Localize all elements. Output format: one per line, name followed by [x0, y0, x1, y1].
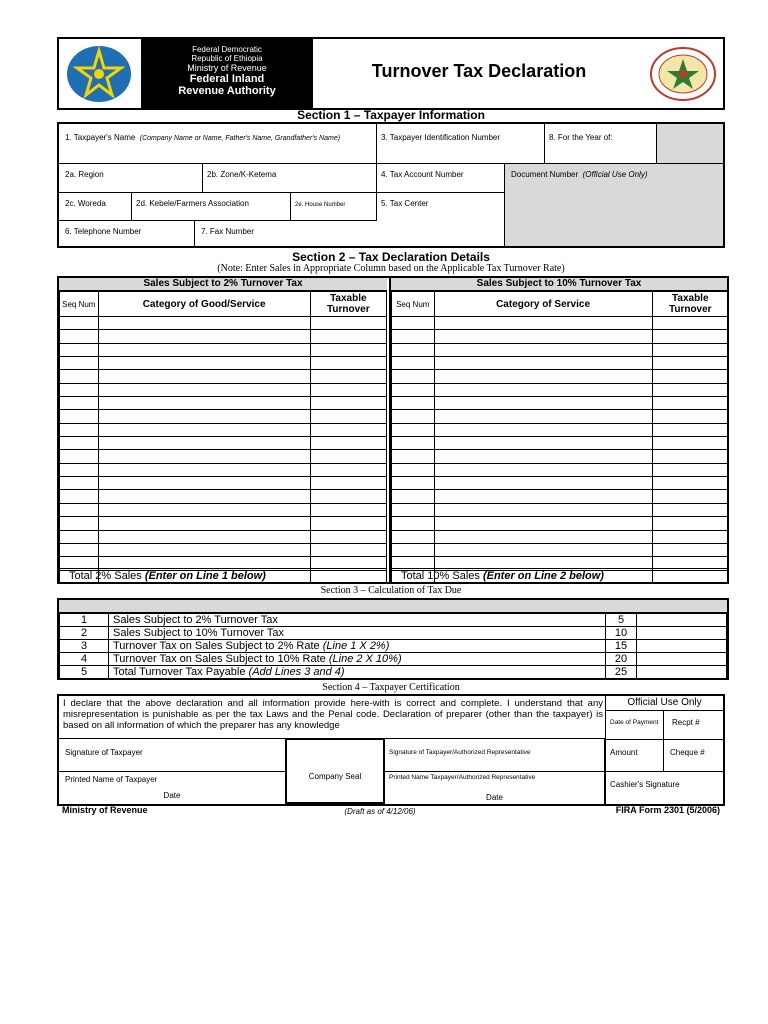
tax-center-label: 5. Tax Center	[381, 199, 429, 208]
category-cell[interactable]	[98, 490, 310, 503]
company-seal-box	[285, 738, 385, 804]
taxable-turnover-header: Taxable Turnover	[652, 292, 728, 317]
category-cell[interactable]	[98, 343, 310, 356]
turnover-cell[interactable]	[652, 517, 728, 530]
official-use-title: Official Use Only	[606, 696, 723, 711]
receipt-cell[interactable]	[664, 710, 724, 740]
table-row	[60, 490, 387, 503]
agency-line-1: Federal Democratic	[192, 45, 262, 54]
taxpayer-name-label: 1. Taxpayer's Name	[65, 133, 136, 142]
category-goods-header: Category of Good/Service	[98, 292, 310, 317]
sales-10pct-panel	[389, 278, 727, 582]
taxable-turnover-header: Taxable Turnover	[310, 292, 386, 317]
line-description	[109, 666, 606, 679]
seq-cell[interactable]	[392, 477, 435, 490]
cheque-label: Cheque #	[670, 748, 705, 757]
seq-cell[interactable]	[60, 343, 99, 356]
calc-row	[60, 666, 727, 679]
date-of-payment-cell[interactable]	[606, 710, 664, 740]
table-row	[60, 383, 387, 396]
category-cell[interactable]	[98, 397, 310, 410]
agency-line-2: Republic of Ethiopia	[191, 54, 263, 63]
line-amount-field[interactable]	[637, 640, 727, 653]
turnover-cell[interactable]	[310, 517, 386, 530]
turnover-cell[interactable]	[652, 397, 728, 410]
year-field[interactable]	[545, 124, 657, 164]
seq-cell[interactable]	[60, 530, 99, 543]
tax-center-field[interactable]	[377, 193, 505, 246]
zone-field[interactable]	[203, 164, 377, 193]
seq-cell[interactable]	[392, 517, 435, 530]
category-cell[interactable]	[434, 503, 652, 516]
turnover-cell[interactable]	[652, 330, 728, 343]
turnover-cell[interactable]	[310, 543, 386, 556]
taxpayer-name-field[interactable]	[59, 124, 377, 164]
table-row	[60, 423, 387, 436]
line-code: 15	[606, 640, 637, 653]
agency-line-5: Revenue Authority	[178, 85, 276, 97]
declaration-text: I declare that the above declaration and all information provide here-with is correct and complete. I understand that any misrepresentation is punishable as per the tax Laws and the Penal code. Declaration of preparer (other than the taxpayer) is based on all information of which the preparer has any knowledge	[63, 698, 603, 731]
turnover-cell[interactable]	[310, 463, 386, 476]
line-code: 25	[606, 666, 637, 679]
footer-center: (Draft as of 4/12/06)	[344, 807, 416, 816]
table-row	[392, 343, 729, 356]
seq-cell[interactable]	[392, 410, 435, 423]
category-cell[interactable]	[434, 330, 652, 343]
seq-cell[interactable]	[392, 357, 435, 370]
line-code: 5	[606, 614, 637, 627]
line-description	[109, 653, 606, 666]
line-amount-field[interactable]	[637, 627, 727, 640]
category-cell[interactable]	[98, 317, 310, 330]
seq-cell[interactable]	[60, 503, 99, 516]
seq-cell[interactable]	[60, 317, 99, 330]
turnover-cell[interactable]	[652, 437, 728, 450]
seq-cell[interactable]	[60, 410, 99, 423]
line-amount-field[interactable]	[637, 653, 727, 666]
section3-title: Section 3 – Calculation of Tax Due	[320, 585, 462, 596]
turnover-cell[interactable]	[652, 543, 728, 556]
turnover-cell[interactable]	[652, 423, 728, 436]
sales-10pct-table	[391, 291, 729, 584]
table-row	[392, 530, 729, 543]
line-code: 10	[606, 627, 637, 640]
section2-note: (Note: Enter Sales in Appropriate Column based on the Applicable Tax Turnover Rate)	[217, 263, 565, 274]
table-row	[392, 503, 729, 516]
tax-account-label: 4. Tax Account Number	[381, 170, 464, 179]
seq-cell[interactable]	[60, 357, 99, 370]
seq-cell[interactable]	[392, 530, 435, 543]
category-cell[interactable]	[434, 477, 652, 490]
turnover-cell[interactable]	[310, 330, 386, 343]
taxpayer-name-hint: (Company Name or Name, Father's Name, Grandfather's Name)	[139, 135, 341, 142]
turnover-cell[interactable]	[310, 383, 386, 396]
line-amount-field[interactable]	[637, 614, 727, 627]
rep-date-label: Date	[486, 793, 503, 802]
seq-cell[interactable]	[392, 423, 435, 436]
turnover-cell[interactable]	[310, 370, 386, 383]
table-row	[392, 383, 729, 396]
category-cell[interactable]	[98, 543, 310, 556]
fax-field[interactable]	[195, 221, 377, 246]
document-number-label: Document Number	[511, 170, 579, 179]
form-title: Turnover Tax Declaration	[371, 61, 587, 81]
line-text: Sales Subject to 10% Turnover Tax	[113, 627, 285, 639]
turnover-cell[interactable]	[310, 477, 386, 490]
line-description	[109, 640, 606, 653]
calc-row	[60, 627, 727, 640]
woreda-field[interactable]	[59, 193, 132, 221]
turnover-cell[interactable]	[310, 357, 386, 370]
category-cell[interactable]	[98, 463, 310, 476]
table-row	[392, 477, 729, 490]
table-row	[392, 463, 729, 476]
line-code: 20	[606, 653, 637, 666]
line-amount-field[interactable]	[637, 666, 727, 679]
amount-cell[interactable]	[606, 740, 664, 772]
tin-field[interactable]	[377, 124, 545, 164]
category-cell[interactable]	[98, 370, 310, 383]
category-cell[interactable]	[434, 423, 652, 436]
turnover-cell[interactable]	[310, 397, 386, 410]
seq-cell[interactable]	[60, 543, 99, 556]
total-2pct-label: Total 2% Sales	[69, 570, 142, 582]
seq-cell[interactable]	[392, 317, 435, 330]
table-row	[392, 330, 729, 343]
amount-label: Amount	[610, 748, 638, 757]
turnover-cell[interactable]	[652, 343, 728, 356]
seq-cell[interactable]	[392, 450, 435, 463]
category-cell[interactable]	[98, 503, 310, 516]
table-row	[392, 517, 729, 530]
document-number-hint: (Official Use Only)	[582, 170, 648, 179]
line-description	[109, 614, 606, 627]
official-use-panel	[605, 696, 723, 804]
table-row	[60, 343, 387, 356]
table-row	[60, 543, 387, 556]
date-of-payment-label: Date of Payment	[610, 719, 659, 726]
calc-row	[60, 653, 727, 666]
line-text: Turnover Tax on Sales Subject to 2% Rate	[113, 640, 320, 652]
table-row	[60, 330, 387, 343]
ethiopia-emblem-logo	[63, 43, 135, 105]
turnover-cell[interactable]	[652, 450, 728, 463]
section4-title: Section 4 – Taxpayer Certification	[322, 682, 460, 693]
turnover-cell[interactable]	[652, 490, 728, 503]
table-row	[392, 437, 729, 450]
calc-row	[60, 640, 727, 653]
line-text: Sales Subject to 2% Turnover Tax	[113, 614, 278, 626]
house-number-label: 2e. House Number	[295, 202, 346, 208]
seq-cell[interactable]	[392, 543, 435, 556]
revenue-authority-seal-logo	[647, 45, 719, 103]
category-cell[interactable]	[434, 317, 652, 330]
category-cell[interactable]	[98, 530, 310, 543]
category-cell[interactable]	[434, 517, 652, 530]
table-row	[392, 397, 729, 410]
table-row	[60, 450, 387, 463]
table-row	[60, 517, 387, 530]
turnover-cell[interactable]	[652, 383, 728, 396]
sales-2pct-title: Sales Subject to 2% Turnover Tax	[59, 278, 387, 291]
signature-taxpayer-label: Signature of Taxpayer	[65, 748, 143, 757]
category-cell[interactable]	[98, 383, 310, 396]
region-field[interactable]	[59, 164, 203, 193]
table-row	[60, 437, 387, 450]
line-hint: (Line 1 X 2%)	[322, 640, 390, 652]
table-row	[392, 450, 729, 463]
seq-cell[interactable]	[392, 343, 435, 356]
category-cell[interactable]	[434, 437, 652, 450]
year-label: 8. For the Year of:	[549, 133, 613, 142]
section1-title: Section 1 – Taxpayer Information	[297, 108, 485, 122]
seq-cell[interactable]	[392, 503, 435, 516]
seq-cell[interactable]	[60, 490, 99, 503]
signature-taxpayer-field[interactable]	[59, 738, 285, 772]
category-cell[interactable]	[98, 410, 310, 423]
table-row	[60, 357, 387, 370]
table-row	[392, 423, 729, 436]
seq-cell[interactable]	[60, 450, 99, 463]
tin-label: 3. Taxpayer Identification Number	[381, 133, 501, 142]
seq-cell[interactable]	[60, 397, 99, 410]
line-number: 4	[60, 653, 109, 666]
fax-label: 7. Fax Number	[201, 227, 254, 236]
agency-line-4: Federal Inland	[189, 73, 265, 85]
category-cell[interactable]	[434, 357, 652, 370]
document-number-box	[505, 164, 723, 246]
turnover-cell[interactable]	[310, 490, 386, 503]
sales-2pct-table	[59, 291, 387, 584]
seq-cell[interactable]	[392, 397, 435, 410]
telephone-field[interactable]	[59, 221, 195, 246]
telephone-label: 6. Telephone Number	[65, 227, 142, 236]
receipt-label: Recpt #	[672, 718, 700, 727]
turnover-cell[interactable]	[652, 317, 728, 330]
section1-box	[57, 122, 725, 248]
table-row	[60, 317, 387, 330]
line-text: Total Turnover Tax Payable	[113, 666, 246, 678]
cheque-cell[interactable]	[664, 740, 724, 772]
table-row	[392, 543, 729, 556]
category-cell[interactable]	[434, 490, 652, 503]
total-2pct-hint: (Enter on Line 1 below)	[144, 570, 266, 582]
total-10pct-row	[391, 568, 727, 582]
table-row	[60, 530, 387, 543]
category-cell[interactable]	[434, 543, 652, 556]
table-row	[60, 410, 387, 423]
turnover-cell[interactable]	[652, 477, 728, 490]
seq-cell[interactable]	[392, 437, 435, 450]
section4-box	[57, 694, 725, 806]
taxpayer-date-label: Date	[163, 791, 181, 800]
printed-rep-label: Printed Name Taxpayer/Authorized Representative	[389, 774, 536, 781]
form-header	[57, 37, 725, 110]
seq-cell[interactable]	[392, 383, 435, 396]
footer-left: Ministry of Revenue	[62, 805, 148, 815]
turnover-cell[interactable]	[652, 503, 728, 516]
category-service-header: Category of Service	[434, 292, 652, 317]
category-cell[interactable]	[434, 530, 652, 543]
category-cell[interactable]	[98, 423, 310, 436]
printed-taxpayer-label: Printed Name of Taxpayer	[65, 775, 158, 784]
printed-rep-field[interactable]	[385, 772, 605, 804]
table-row	[60, 503, 387, 516]
zone-label: 2b. Zone/K-Ketema	[207, 170, 277, 179]
footer-right: FIRA Form 2301 (5/2006)	[615, 805, 720, 815]
turnover-cell[interactable]	[652, 370, 728, 383]
agency-block	[141, 39, 313, 108]
woreda-label: 2c. Woreda	[65, 199, 106, 208]
turnover-cell[interactable]	[310, 530, 386, 543]
year-official-box	[657, 124, 723, 164]
seq-cell[interactable]	[60, 463, 99, 476]
turnover-cell[interactable]	[310, 343, 386, 356]
house-number-field[interactable]	[291, 193, 377, 221]
category-cell[interactable]	[434, 343, 652, 356]
turnover-cell[interactable]	[310, 437, 386, 450]
tax-account-field[interactable]	[377, 164, 505, 193]
table-row	[392, 317, 729, 330]
total-10pct-hint: (Enter on Line 2 below)	[482, 570, 604, 582]
seq-cell[interactable]	[60, 477, 99, 490]
sales-2pct-panel	[59, 278, 387, 582]
line-number: 5	[60, 666, 109, 679]
total-2pct-row	[59, 568, 387, 582]
category-cell[interactable]	[434, 370, 652, 383]
turnover-cell[interactable]	[310, 450, 386, 463]
line-number: 1	[60, 614, 109, 627]
table-row	[60, 370, 387, 383]
seq-cell[interactable]	[392, 463, 435, 476]
cashier-signature-cell[interactable]	[606, 772, 724, 804]
seq-cell[interactable]	[392, 490, 435, 503]
turnover-cell[interactable]	[652, 530, 728, 543]
section3-box	[57, 598, 729, 680]
table-row	[392, 490, 729, 503]
line-number: 2	[60, 627, 109, 640]
line-number: 3	[60, 640, 109, 653]
category-cell[interactable]	[434, 450, 652, 463]
cashier-signature-label: Cashier's Signature	[610, 780, 680, 789]
seq-cell[interactable]	[60, 423, 99, 436]
table-row	[392, 370, 729, 383]
sales-10pct-title: Sales Subject to 10% Turnover Tax	[391, 278, 727, 291]
table-row	[60, 463, 387, 476]
turnover-cell[interactable]	[310, 410, 386, 423]
category-cell[interactable]	[98, 330, 310, 343]
category-cell[interactable]	[98, 450, 310, 463]
signature-rep-label: Signature of Taxpayer/Authorized Representative	[389, 749, 531, 756]
section3-header-band	[59, 600, 727, 613]
seq-cell[interactable]	[60, 330, 99, 343]
category-cell[interactable]	[98, 437, 310, 450]
tax-calculation-table	[59, 613, 727, 679]
turnover-cell[interactable]	[652, 463, 728, 476]
turnover-cell[interactable]	[652, 357, 728, 370]
company-seal-label: Company Seal	[308, 772, 362, 781]
seq-cell[interactable]	[60, 383, 99, 396]
section2-title: Section 2 – Tax Declaration Details	[292, 250, 490, 264]
category-cell[interactable]	[434, 397, 652, 410]
seq-cell[interactable]	[60, 370, 99, 383]
table-row	[392, 410, 729, 423]
turnover-cell[interactable]	[310, 503, 386, 516]
category-cell[interactable]	[98, 357, 310, 370]
total-10pct-label: Total 10% Sales	[401, 570, 480, 582]
category-cell[interactable]	[98, 517, 310, 530]
turnover-cell[interactable]	[310, 423, 386, 436]
seq-header: Seq Num	[60, 292, 99, 317]
seq-cell[interactable]	[60, 437, 99, 450]
agency-line-3: Ministry of Revenue	[187, 63, 267, 73]
table-row	[60, 397, 387, 410]
category-cell[interactable]	[434, 410, 652, 423]
turnover-cell[interactable]	[652, 410, 728, 423]
table-row	[392, 357, 729, 370]
category-cell[interactable]	[434, 463, 652, 476]
seq-cell[interactable]	[392, 370, 435, 383]
line-hint: (Line 2 X 10%)	[328, 653, 402, 665]
category-cell[interactable]	[98, 477, 310, 490]
turnover-cell[interactable]	[310, 317, 386, 330]
line-text: Turnover Tax on Sales Subject to 10% Rate	[113, 653, 326, 665]
table-row	[60, 477, 387, 490]
kebele-field[interactable]	[132, 193, 291, 221]
calc-row	[60, 614, 727, 627]
printed-taxpayer-field[interactable]	[59, 772, 285, 804]
line-hint: (Add Lines 3 and 4)	[248, 666, 345, 678]
section2-box	[57, 276, 729, 584]
signature-rep-field[interactable]	[385, 738, 605, 772]
line-description	[109, 627, 606, 640]
kebele-label: 2d. Kebele/Farmers Association	[136, 199, 249, 208]
seq-cell[interactable]	[392, 330, 435, 343]
seq-cell[interactable]	[60, 517, 99, 530]
seq-header: Seq Num	[392, 292, 435, 317]
region-label: 2a. Region	[65, 170, 104, 179]
category-cell[interactable]	[434, 383, 652, 396]
